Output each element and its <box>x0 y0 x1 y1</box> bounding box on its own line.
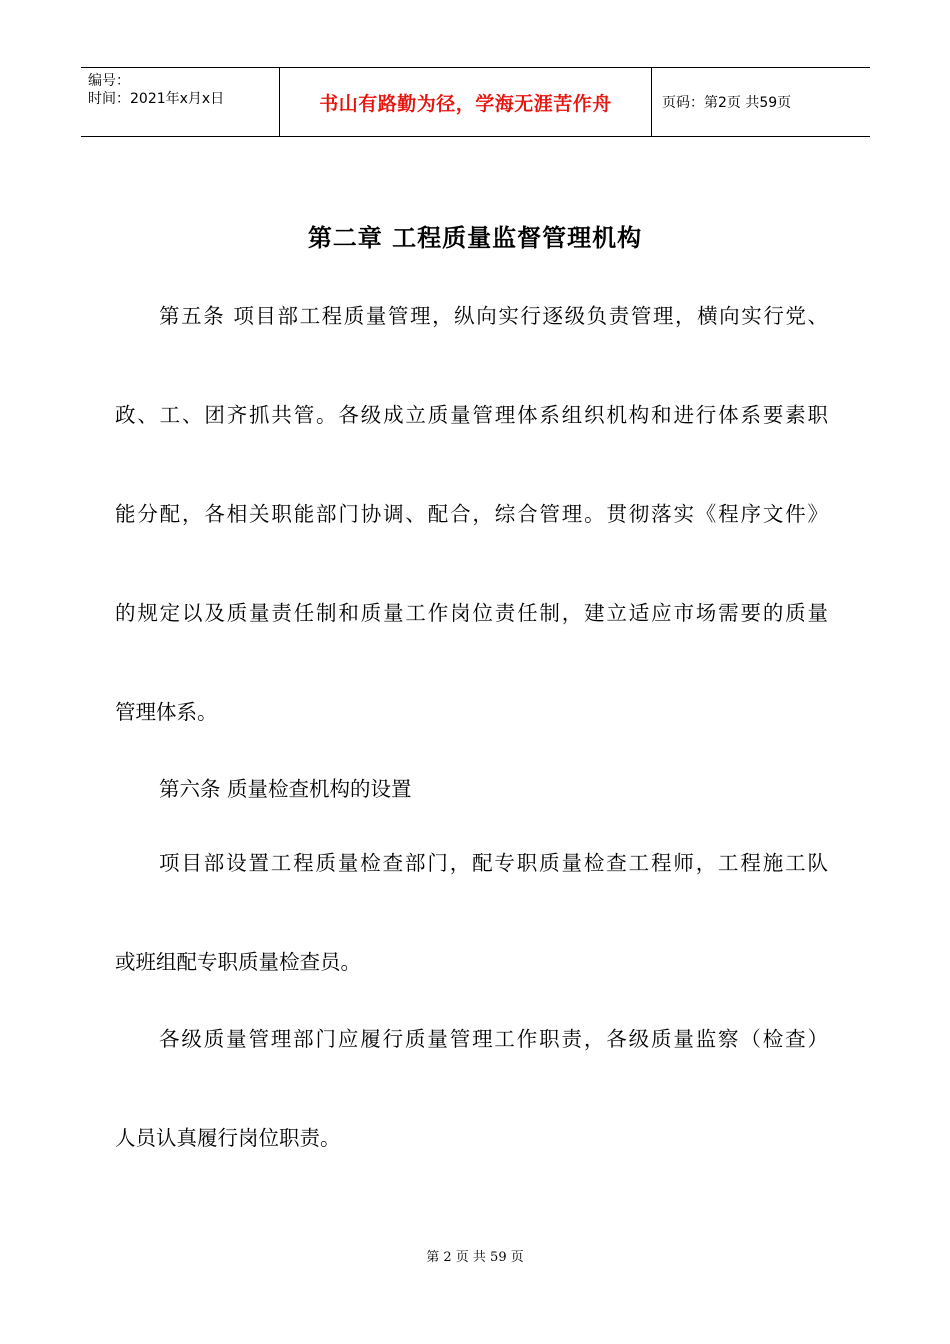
header-motto: 书山有路勤为径，学海无涯苦作舟 <box>280 68 652 136</box>
body-line: 人员认真履行岗位职责。 <box>115 1126 341 1150</box>
document-date-label: 时间：2021年x月x日 <box>88 91 225 107</box>
document-header <box>81 67 870 137</box>
body-line: 第五条 项目部工程质量管理，纵向实行逐级负责管理，横向实行党、 <box>159 304 828 328</box>
body-line: 能分配，各相关职能部门协调、配合，综合管理。贯彻落实《程序文件》 <box>115 502 828 526</box>
body-line: 各级质量管理部门应履行质量管理工作职责，各级质量监察（检查） <box>159 1027 828 1051</box>
body-line: 项目部设置工程质量检查部门，配专职质量检查工程师，工程施工队 <box>159 851 828 875</box>
header-page-info: 页码：第2页 共59页 <box>662 95 792 111</box>
body-line: 政、工、团齐抓共管。各级成立质量管理体系组织机构和进行体系要素职 <box>115 403 828 427</box>
header-meta-cell <box>81 68 280 136</box>
body-line: 或班组配专职质量检查员。 <box>115 950 361 974</box>
body-line: 管理体系。 <box>115 700 218 724</box>
page-footer: 第 2 页 共 59 页 <box>426 1250 524 1265</box>
body-line: 的规定以及质量责任制和质量工作岗位责任制，建立适应市场需要的质量 <box>115 601 828 625</box>
chapter-title: 第二章 工程质量监督管理机构 <box>307 224 643 252</box>
document-number-label: 编号： <box>88 73 130 89</box>
section-heading: 第六条 质量检查机构的设置 <box>159 777 412 801</box>
